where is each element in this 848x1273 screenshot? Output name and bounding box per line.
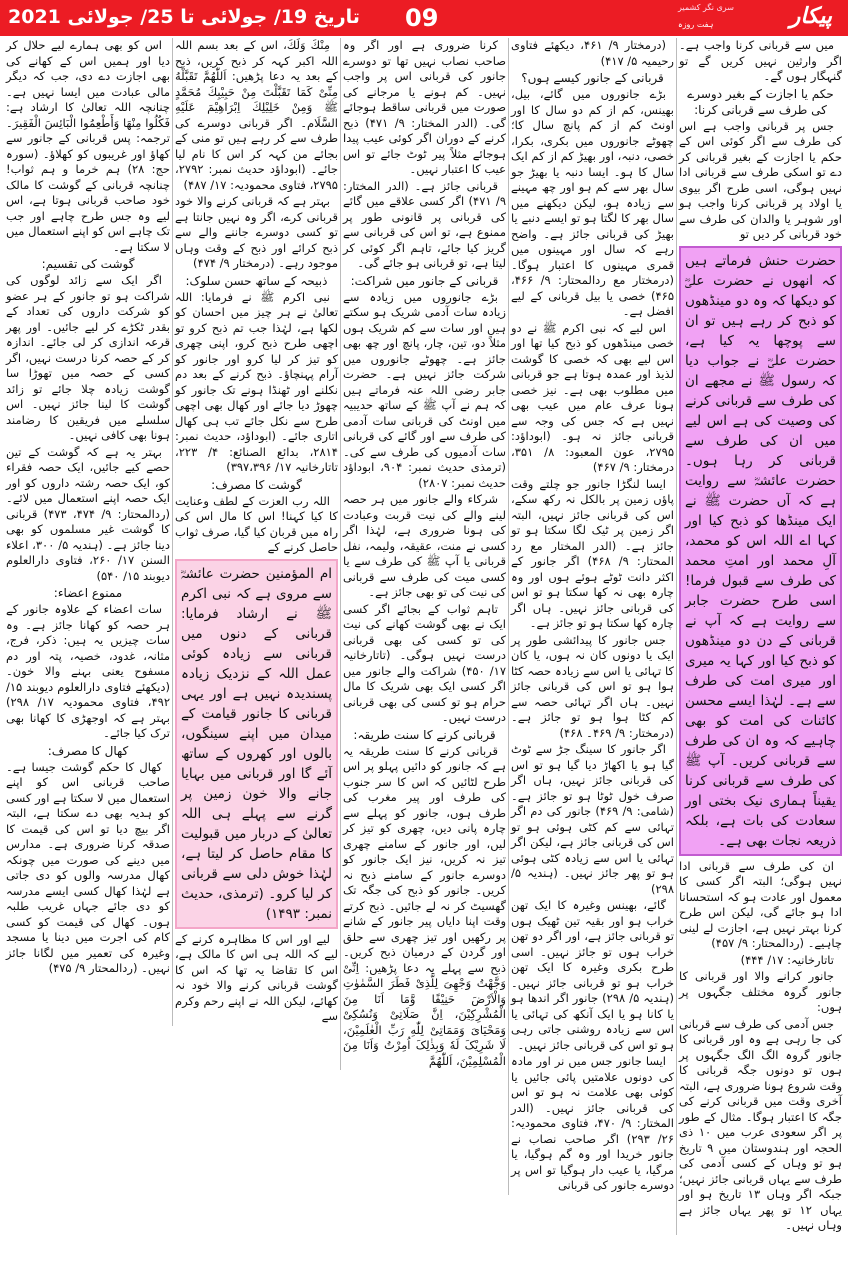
paragraph: کھال کا حکم گوشت جیسا ہے۔ صاحب قربانی اس کو اپنے استعمال میں لا سکتا ہے اور کسی کو ہدیہ بھی دے سکتا ہے، البتہ اگر بیچ دیا تو اس کی قیمت کا صدقہ کرنا ضروری ہے۔ مدارس میں دینے کی صورت میں چونکہ کھال مدرسہ والوں کو دی جاتی ہے لہٰذا کھال کسی ایسے مدرسہ کو دی جائے جہاں غریب طلبہ ہوں۔ کھال کی قیمت کو کسی کام کی اجرت میں دینا یا مسجد وغیرہ کی تعمیر میں لگانا جائز نہیں۔ (ردالمحتار ۹/ ۴۷۵) (6, 759, 170, 975)
paragraph: شرکاء والے جانور میں ہر حصہ لینے والے کی نیت قربت وعبادت کی ہونا ضروری ہے، لہٰذا اگر کسی نے منت، عقیقہ، ولیمہ، نفل قربانی یا آپ ﷺ کی طرف سے یا کسی میت کی طرف سے قربانی کی نیت کی تو بھی جائز ہے۔ (343, 492, 506, 599)
section-heading: ذبیحہ کے ساتھ حسن سلوک: (185, 273, 328, 288)
paragraph: لیے اور اس کا مظاہرہ کرنے کے لیے کہ اللہ ہی اس کا مالک ہے، اس کا تقاضا یہ تھا کہ اس کا گوشت قربانی کرنے والا خود نہ کھائے، لیکن اللہ نے اپنے رحم وکرم سے (175, 931, 338, 1023)
newspaper-logo (678, 0, 838, 36)
paragraph: جس آدمی کی طرف سے قربانی کی جا رہی ہے وہ اور قربانی کا جانور گروہ الگ الگ جگہوں پر ہوں تو دونوں جگہ قربانی کا وقت شروع ہونا ضروری ہے، البتہ آخری وقت میں قربانی کرنے کی جگہ کا اعتبار ہوگا۔ مثال کے طور پر اگر سعودی عرب میں ۱۰ ذی الحجہ اور ہندوستان میں ۹ تاریخ ہو تو وہاں کے کسی آدمی کی طرف سے یہاں قربانی جائز نہیں؛ جبکہ اگر وہاں ۱۳ تاریخ ہو اور یہاں ۱۲ تو پھر یہاں جائز ہے وہاں نہیں۔ (679, 1016, 842, 1232)
paragraph: سات اعضاء کے علاوہ جانور کے ہر حصہ کو کھانا جائز ہے۔ وہ سات چیزیں یہ ہیں: ذکر، فرج، مثانہ، غدود، خصیہ، پتہ اور دم مسفوح یعنی بہنے والا خون۔ (دیکھئے فتاوی دارالعلوم دیوبند ۱۵/ ۴۹۲، فتاوی محمودیہ ۱۷/ ۲۹۸) بہتر ہے کہ اوجھڑی کا کھانا بھی ترک کیا جائے۔ (6, 602, 171, 740)
paragraph: اگر ایک سے زائد لوگوں کی شراکت ہو تو جانور کے ہر عضو کو شرکت داروں کی تعداد کے بقدر ٹکڑے کر لیے جائیں۔ اور پھر قرعہ اندازی کر لی جائے۔ اندازہ کر کے حصہ کرنا درست نہیں، اگر کسی کے حصہ میں تھوڑا سا گوشت زیادہ چلا جائے تو زائد گوشت کا لینا جائز نہیں۔ اس سلسلے میں فریقین کا رضامند ہونا بھی کافی نہیں۔ (6, 273, 170, 442)
article-columns (4, 38, 844, 1235)
article-column (508, 38, 676, 1195)
paragraph: (درمختار ۹/ ۴۶۱، دیکھئے فتاوی رحیمیہ ۵/ ۴۱۷) (511, 38, 674, 68)
paragraph: ایسا لنگڑا جانور جو چلتے وقت پاؤں زمین پر بالکل نہ رکھ سکے، اس کی قربانی جائز نہیں، البتہ اگر زمین پر ٹیک لگا سکتا ہو تو جائز ہے۔ (الدر المختار مع رد المحتار: ۹/ ۴۶۸) اگر جانور کے اکثر دانت ٹوٹے ہوئے ہوں اور وہ چارہ بھی نہ کھا سکتا ہو تو اس کی قربانی جائز نہیں۔ ہاں اگر چارہ کھا سکتا ہو تو جائز ہے۔ (511, 476, 674, 630)
section-heading: قربانی کے جانور میں شراکت: (350, 273, 499, 288)
page-header (0, 0, 848, 36)
highlight-box: حضرت حنش فرماتے ہیں کہ انھوں نے حضرت علیؓ کو دیکھا کہ وہ دو مینڈھوں کو ذبح کر رہے ہیں تو ان سے پوچھا یہ کیا ہے، حضرت علیؓ نے جواب دیا کہ رسول ﷺ نے مجھے ان کی طرف سے قربانی کرنے کی وصیت کی ہے اس لیے میں ان کی طرف سے قربانی کر رہا ہوں۔ حضرت عائشہؓ سے روایت ہے کہ آں حضرت ﷺ نے ایک مینڈھا کو ذبح کیا اور کہا اے اللہ اس کو محمد، آلِ محمد اور امتِ محمد کی طرف سے قبول فرما! اسی طرح حضرت جابر سے روایت ہے کہ آپ نے قربانی کے دن دو مینڈھوں کو ذبح کیا اور کہا یہ میری اور میری امت کی طرف سے ہے۔ لہٰذا ایسے محسن کائنات کی امت کو بھی چاہیے کہ وہ ان کی طرف سے قربانی کریں۔ آپ ﷺ کی طرف سے قربانی کرنا یقیناً ہماری نیک بختی اور سعادت کی بات ہے، بلکہ ذریعہ نجات بھی ہے۔ (679, 246, 842, 856)
paragraph: گائے، بھینس وغیرہ کا ایک تھن خراب ہو اور بقیہ تین ٹھیک ہوں تو قربانی جائز ہے، اور اگر دو تھن خراب ہوں تو جائز نہیں۔ اسی طرح بکری وغیرہ کا ایک تھن خراب ہو تو قربانی جائز نہیں۔ (ہندیہ ۵/ ۲۹۸) جانور اگر اندھا ہو یا کانا ہو یا ایک آنکھ کی تہائی یا اس سے زیادہ روشنی جاتی رہی ہو تو اس کی قربانی جائز نہیں۔ (511, 898, 675, 1052)
paragraph: اگر جانور کا سینگ جڑ سے ٹوٹ گیا ہو یا اکھاڑ دیا گیا ہو تو اس کی قربانی جائز نہیں، ہاں اگر صرف خول ٹوٹا ہو تو جائز ہے۔ (شامی: ۹/ ۴۶۹) جانور کی دم اگر تہائی سے کم کٹی ہوئی ہو تو اس کی قربانی جائز ہے، لیکن اگر تہائی یا اس سے زیادہ کٹی ہوئی ہو تو پھر جائز نہیں۔ (ہندیہ ۵/ ۲۹۸) (511, 742, 675, 896)
paragraph: تاہم ثواب کے بجائے اگر کسی ایک نے بھی گوشت کھانے کی نیت کی تو کسی کی بھی قربانی درست نہیں ہوگی۔ (تاتارخانیہ ۱۷/ ۴۵۰) شراکت والے جانور میں اگر کسی ایک بھی شریک کا مال حرام ہو تو کسی کی بھی قربانی درست نہیں۔ (343, 601, 506, 724)
paragraph: بڑے جانوروں میں گائے، بیل، بھینس، کم از کم دو سال کا اور اونٹ کم از کم پانچ سال کا؛ چھوٹے جانوروں میں بکری، بکرا، خصی، دنبہ، اور بھیڑ کم از کم ایک سال کا ہو۔ ایسا دنبہ یا بھیڑ جو سال بھر سے کم ہو اور چھ مہینے سے زیادہ ہو، لیکن دیکھنے میں سال بھر کا لگتا ہو تو ایسے دنبے یا بھیڑ کی قربانی جائز ہے۔ واضح رہے کہ سال اور مہینوں میں قمری مہینوں کا اعتبار ہوگا۔ (درمختار مع ردالمحتار: ۹/ ۴۶۶، ۴۶۵) خصی یا بیل قربانی کے لیے افضل ہے۔ (511, 87, 674, 318)
paragraph: کرنا ضروری ہے اور اگر وہ صاحب نصاب نہیں تھا تو دوسرے جانور کی قربانی اس پر واجب نہیں۔ کم ہونے یا مرجانے کی صورت میں قربانی ساقط ہوجائے گی۔ (الدر المختار: ۹/ ۴۷۱) ذبح کرنے کے دوران اگر کوئی عیب پیدا ہوجائے مثلاً پیر ٹوٹ جائے تو اس عیب کا اعتبار نہیں۔ (343, 38, 506, 176)
highlight-box: ام المؤمنین حضرت عائشہؓ سے مروی ہے کہ نبی اکرم ﷺ نے ارشاد فرمایا: قربانی کے دنوں میں قربانی سے زیادہ کوئی عمل اللہ کے نزدیک زیادہ پسندیدہ نہیں ہے اور یہی قربانی کا جانور قیامت کے میدان میں اپنے سینگوں، بالوں اور کھروں کے ساتھ آئے گا اور قربانی میں بہایا جانے والا خون زمین پر گرنے سے پہلے ہی اللہ تعالیٰ کے دربار میں قبولیت کا مقام حاصل کر لیتا ہے، لہٰذا خوش دلی سے قربانی کر لیا کرو۔ (ترمذی، حدیث نمبر: ۱۴۹۳) (175, 559, 338, 929)
section-heading: گوشت کا مصرف: (211, 477, 302, 492)
paragraph: اس لیے کہ نبی اکرم ﷺ نے دو خصی مینڈھوں کو ذبح کیا تھا اور اس لیے بھی کہ خصی کا گوشت لذیذ اور عمدہ ہوتا ہے جو قربانی میں مطلوب بھی ہے۔ نیز خصی ہونا عرف عام میں عیب بھی نہیں ہے کہ جس کی وجہ سے قربانی جائز نہ ہو۔ (ابوداؤد: ۲۷۹۵، عون المعبود: ۸/ ۳۵۱، درمختار: ۹/ ۴۶۷) (511, 320, 675, 474)
page-number: 09 (405, 4, 439, 32)
article-column (172, 38, 340, 1026)
article-column (340, 38, 508, 1070)
paragraph: نبی اکرم ﷺ نے فرمایا: اللہ تعالیٰ نے ہر چیز میں احسان کو لکھا ہے، لہٰذا جب تم ذبح کرو تو اچھی طرح ذبح کرو، اپنی چھری کو تیز کر لیا کرو اور جانور کو آرام پہنچاؤ۔ ذبح کرنے کے بعد دم نکلنے اور ٹھنڈا ہونے تک جانور کو چھوڑ دیا جائے اور کھال بھی اچھی طرح سے نکل جائے تب ہی کھال اتاری جائے۔ (ابوداؤد، حدیث نمبر: ۲۸۱۴، بدائع الصنائع: ۴/ ۲۲۳، تاتارخانیہ ۱۷/ ۳۹۷،۳۹۶) (175, 289, 338, 474)
section-heading: ممنوع اعضاء: (53, 586, 123, 600)
paragraph: اللہ رب العزت کے لطف وعنایت کا کیا کہنا! اس کا مال اس کی راہ میں قربان کیا گیا، صرف ثواب حاصل کرنے کے (175, 493, 338, 554)
paragraph: جس پر قربانی واجب ہے اس کی طرف سے اگر کوئی اس کے حکم یا اجازت کے بغیر قربانی کر دے تو اسکی طرف سے قربانی ادا نہیں ہوگی، اسی طرح اگر بیوی یا اولاد پر قربانی کرنا واجب ہو اور شوہر یا والدان کی طرف سے خود قربانی کر دیں تو (679, 118, 842, 241)
paragraph: میں سے قربانی کرنا واجب ہے۔ اگر وارثین نہیں کریں گے تو گنہگار ہوں گے۔ (679, 38, 842, 83)
paragraph: جس جانور کا پیدائشی طور پر ایک یا دونوں کان نہ ہوں، یا کان کا تہائی یا اس سے زیادہ حصہ کٹا ہوا ہو تو اس کی قربانی جائز نہیں۔ ہاں اگر تہائی حصہ سے کم کٹا ہوا ہو تو جائز ہے۔ (درمختار: ۹/ ۴۶۹۔ ۴۶۸) (511, 632, 674, 740)
logo-subtitle: سری نگر کشمیر (678, 3, 734, 12)
paragraph: بڑے جانوروں میں زیادہ سے زیادہ سات آدمی شریک ہو سکتے ہیں اور سات سے کم شریک ہوں مثلاً دو، تین، چار، پانچ اور چھ بھی جائز ہے۔ چھوٹے جانوروں میں شرکت جائز نہیں ہے۔ حضرت جابر رضی اللہ عنہ فرماتے ہیں کہ ہم نے آپ ﷺ کے ساتھ حدیبیہ میں اونٹ کی قربانی سات آدمی کی طرف سے اور گائے کی قربانی سات آدمیوں کی طرف سے کی۔ (ترمذی حدیث نمبر: ۹۰۴، ابوداؤد حدیث نمبر: ۲۸۰۷) (343, 289, 506, 490)
section-heading: حکم یا اجازت کے بغیر دوسرے کی طرف سے قربانی کرنا: (687, 86, 834, 117)
article-column (4, 38, 172, 978)
paragraph: قربانی جائز ہے۔ (الدر المختار: ۹/ ۴۷۱) اگر کسی علاقے میں گائے کی قربانی پر قانونی طور پر ممنوع ہے، تو اس کی قربانی سے گریز کیا جائے، تاہم اگر کوئی کر لیتا ہے، تو قربانی ہو جائے گی۔ (343, 178, 506, 270)
logo-name: پیکار (789, 4, 832, 29)
paragraph: ان کی طرف سے قربانی ادا نہیں ہوگی؛ البتہ اگر کسی کا معمول اور عادت ہو کہ استحسانا ادا ہو جائے گی، لیکن اس طرح کرنا بہتر نہیں ہے، اجازت لے لینی چاہیے۔ (ردالمحتار: ۹/ ۴۵۷) (679, 858, 842, 950)
section-heading: گوشت کی تقسیم: (41, 257, 135, 271)
issue-date: تاریخ 19/ جولائی تا 25/ جولائی 2021 (8, 6, 360, 28)
section-heading: کھال کا مصرف: (47, 743, 129, 758)
article-column (676, 38, 844, 1235)
section-heading: قربانی کے جانور کیسے ہوں؟ (521, 71, 664, 85)
paragraph: بہتر ہے کہ قربانی کرنے والا خود قربانی کرے، اگر وہ نہیں جانتا ہے تو کسی دوسرے جاننے والے سے ذبح کرائے اور ذبح کے وقت وہاں موجود رہے۔ (درمختار ۹/ ۴۷۴) (175, 194, 338, 270)
paragraph: قربانی کرنے کا سنت طریقہ یہ ہے کہ جانور کو دائیں پہلو پر اس طرح لٹائیں کہ اس کا سر جنوب کی طرف اور پیر مغرب کی طرف ہوں، جانور کو پہلے سے چارہ پانی دیں، چھری کو تیز کر لیں، اور جانور کے سامنے چھری تیز نہ کریں، نیز ایک جانور کو دوسرے جانور کے سامنے ذبح نہ کریں۔ جانور کو ذبح کی جگہ تک گھسیٹ کر نہ لے جائیں۔ ذبح کرتے وقت اپنا دایاں پیر جانور کے شانے پر رکھیں اور تیز چھری سے حلق اور گردن کے درمیان ذبح کریں۔ ذبح سے پہلے یہ دعا پڑھیں: اِنِّیْ وَجَّهْتُ وَجْهِیَ لِلَّذِیْ فَطَرَ السَّمٰوٰتِ وَالْاَرْضَ حَنِیْفًا وَّمَا اَنَا مِنَ الْمُشْرِکِیْنَ، اِنَّ صَلَاتِیْ وَنُسُکِیْ وَمَحْیَایَ وَمَمَاتِیْ لِلّٰهِ رَبِّ الْعٰلَمِیْنَ، لَا شَرِیْکَ لَهٗ وَبِذٰلِکَ اُمِرْتُ وَاَنَا مِنَ الْمُسْلِمِیْنَ، اَللّٰهُمَّ (343, 743, 506, 1068)
paragraph: تاتارخانیہ: ۱۷/ ۴۴۴) (740, 952, 834, 967)
paragraph: بہتر یہ ہے کہ گوشت کے تین حصے کیے جائیں، ایک حصہ فقراء کو، ایک حصہ رشتہ داروں کو اور ایک حصہ اپنے استعمال میں لائے۔ (ردالمحتار: ۹/ ۴۷۴، ۴۷۳) قربانی کا گوشت غیر مسلموں کو بھی دینا جائز ہے۔ (ہندیہ ۵/ ۳۰۰، اعلاء السنن ۱۷/ ۲۶۰، فتاوی دارالعلوم دیوبند ۱۵/ ۵۴۰) (6, 444, 171, 583)
paragraph: اس کو بھی ہمارے لیے حلال کر دیا اور ہمیں اس کے کھانے کی بھی اجازت دے دی، جب کہ دیگر مالی عبادت میں ایسا نہیں ہے۔ چنانچہ اللہ تعالیٰ کا ارشاد ہے: فَكُلُوا مِنْهَا وَأَطْعِمُوا الْبَائِسَ الْفَقِيرَ۔ ترجمہ: پس قربانی کے جانور سے کھاؤ اور غریبوں کو کھلاؤ۔ (سورہ حج: ۲۸) ہم خرما و ہم ثواب! چنانچہ قربانی کے گوشت کا مالک خود صاحب قربانی ہوتا ہے، اس لیے وہ جس طرح چاہے اور جب تک چاہے اس کو اپنے استعمال میں لا سکتا ہے۔ (6, 38, 171, 254)
paragraph: ایسا جانور جس میں نر اور مادہ کی دونوں علامتیں پائی جائیں یا کوئی بھی علامت نہ ہو تو اس کی قربانی جائز نہیں۔ (الدر المختار: ۹/ ۴۷۰، فتاوی محمودیہ: ۲۶/ ۲۹۳) اگر صاحب نصاب نے جانور خریدا اور وہ گم ہوگیا، یا مرگیا، یا عیب دار ہوگیا تو اس پر دوسرے جانور کی قربانی (511, 1054, 674, 1192)
paragraph: مِنْكَ وَلَكَ، اس کے بعد بسم اللہ اللہ اکبر کہہ کر ذبح کریں، ذبح کے بعد یہ دعا پڑھیں: اَللّٰهُمَّ تَقَبَّلْهُ مِنِّیْ كَمَا تَقَبَّلْتَ مِنْ حَبِیْبِكَ مُحَمَّدٍ ﷺ وَمِنْ خَلِیْلِكَ اِبْرَاهِیْمَ عَلَیْهِ السَّلَام۔ اگر قربانی دوسرے کی طرف سے کر رہے ہیں تو منی کے بجائے من کہہ کر اس کا نام لیا جائے۔ (ابوداؤد حدیث نمبر: ۲۷۹۲، ۲۷۹۵، فتاوی محمودیہ: ۱۷/ ۴۸۷) (175, 38, 338, 192)
paragraph: جانور کرانے والا اور قربانی کا جانور گروہ مختلف جگہوں پر ہوں: (679, 969, 842, 1014)
section-heading: قربانی کرنے کا سنت طریقہ: (353, 727, 496, 742)
logo-weekly: ہفت روزہ (678, 20, 714, 29)
